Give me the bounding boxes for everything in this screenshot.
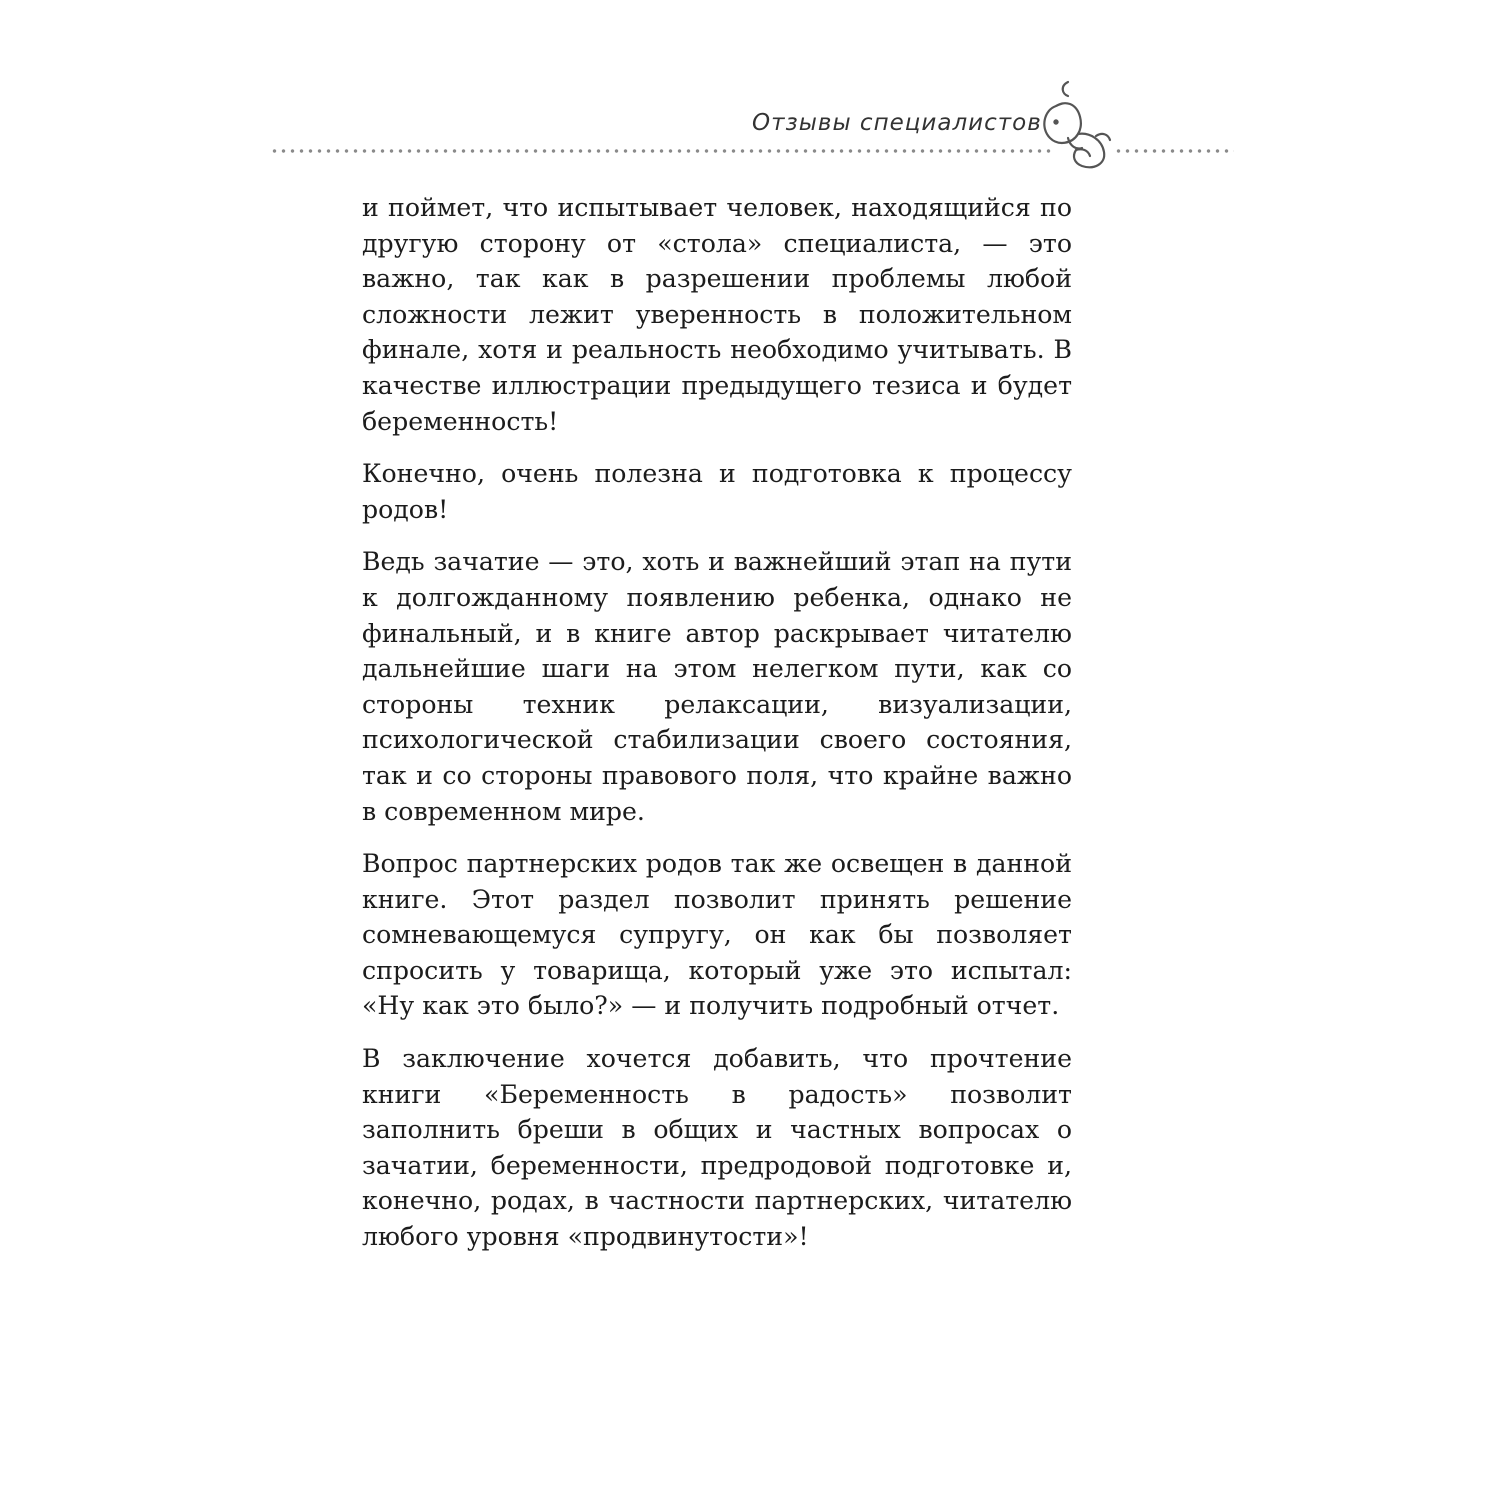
paragraph: Ведь зачатие — это, хоть и важнейший этап на пути к долгожданному появлению ребенка, однако не финальный, и в книге автор раскрывает читателю дальнейшие шаги на этом нелегком пути, как со стороны техник релаксации, визуализации, психологической стабилизации своего состояния, так и со стороны правового поля, что крайне важно в современном мире. [362,547,1072,826]
dotted-rule-left [270,148,1054,154]
page-body [362,190,1072,1272]
paragraph: Вопрос партнерских родов так же освещен в данной книге. Этот раздел позволит принять решение сомневающемуся супругу, он как бы позволяет спросить у товарища, который уже это испытал: «Ну как это было?» — и получить подробный отчет. [362,849,1072,1021]
paragraph: В заключение хочется добавить, что прочтение книги «Беременность в радость» позволит заполнить бреши в общих и частных вопросах о зачатии, беременности, предродовой подготовке и, конечно, родах, в частности партнерских, читателю любого уровня «продвинутости»! [362,1044,1072,1252]
header-title: Отзывы специалистов [752,110,1042,136]
running-header [0,0,1500,180]
fetus-icon [1030,76,1120,172]
paragraph: и поймет, что испытывает человек, находящийся по другую сторону от «стола» специалиста, — это важно, так как в разрешении проблемы любой сложности лежит уверенность в положительном финале, хотя и реальность необходимо учитывать. В качестве иллюстрации предыдущего тезиса и будет беременность! [362,193,1072,436]
dotted-rule-right [1114,148,1234,154]
paragraph: Конечно, очень полезна и подготовка к процессу родов! [362,459,1072,524]
